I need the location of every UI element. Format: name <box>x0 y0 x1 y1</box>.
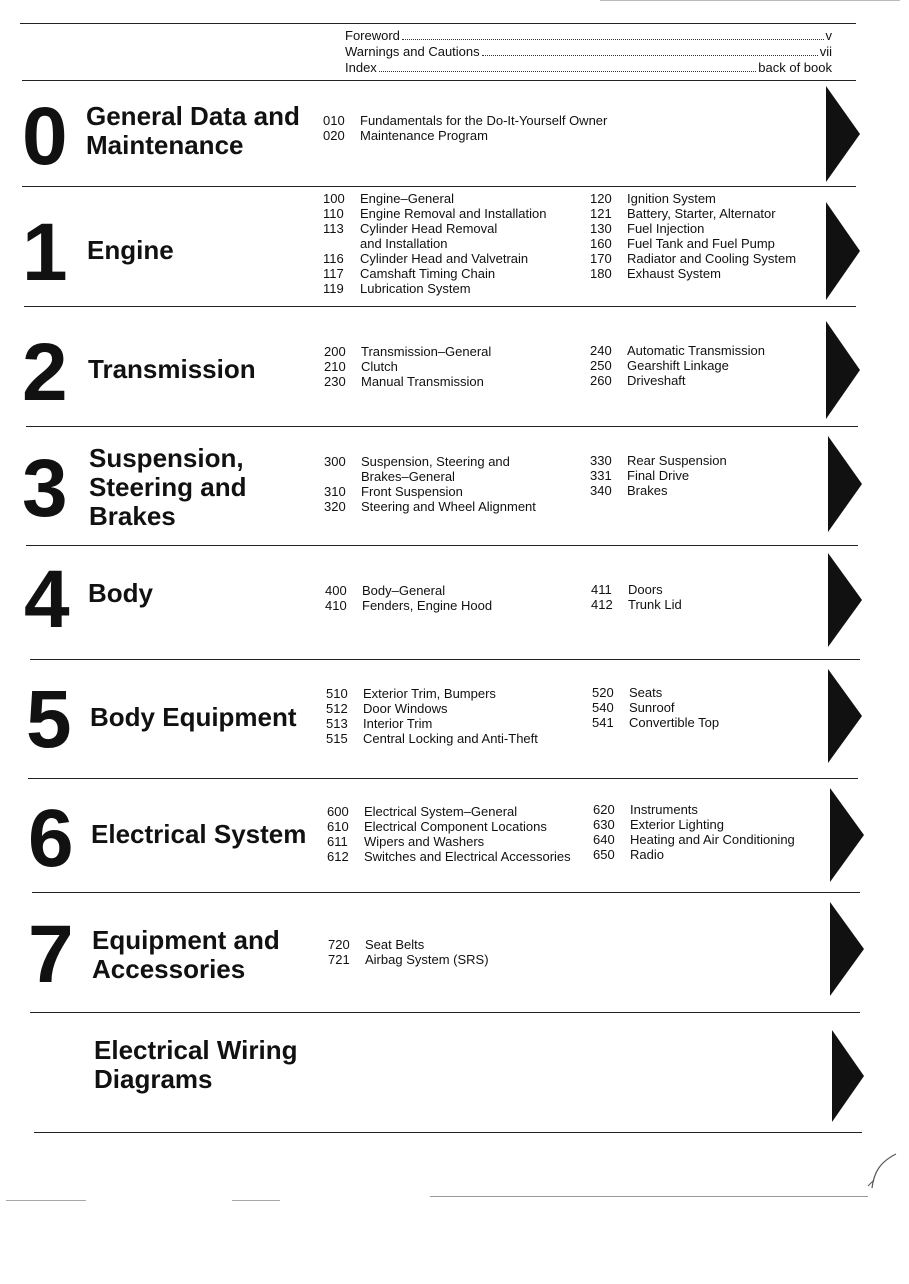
list-item[interactable]: 400 Body–General <box>325 583 446 598</box>
list-item[interactable]: 331 Final Drive <box>590 468 690 483</box>
section-2-col2 <box>590 343 765 388</box>
list-item: and Installation <box>360 236 448 251</box>
list-item[interactable]: 100 Engine–General <box>323 191 454 206</box>
section-4-col1 <box>325 583 492 613</box>
section-7[interactable] <box>0 892 909 1012</box>
section-tab-arrow-icon[interactable] <box>830 902 864 996</box>
section-number: 5 <box>26 674 70 765</box>
section-number: 2 <box>22 327 66 418</box>
front-matter-warnings[interactable] <box>345 44 832 60</box>
front-matter-label: Foreword <box>345 28 400 43</box>
dot-leader <box>402 38 824 40</box>
section-number: 7 <box>28 909 72 1000</box>
list-item[interactable]: 540 Sunroof <box>592 700 675 715</box>
section-tab-arrow-icon[interactable] <box>830 788 864 882</box>
list-item[interactable]: 320 Steering and Wheel Alignment <box>324 499 536 514</box>
front-matter-page: vii <box>819 44 832 59</box>
section-3-col1 <box>324 454 536 514</box>
list-item[interactable]: 120 Ignition System <box>590 191 716 206</box>
list-item[interactable]: 020 Maintenance Program <box>323 128 488 143</box>
dot-leader <box>379 70 756 72</box>
dot-leader <box>482 54 818 56</box>
list-item[interactable]: 119 Lubrication System <box>323 281 471 296</box>
list-item[interactable]: 512 Door Windows <box>326 701 448 716</box>
list-item[interactable]: 170 Radiator and Cooling System <box>590 251 797 266</box>
front-matter-page: back of book <box>758 60 832 75</box>
list-item[interactable]: 130 Fuel Injection <box>590 221 705 236</box>
section-5-col1 <box>326 686 538 746</box>
list-item[interactable]: 650 Radio <box>593 847 664 862</box>
section-rule <box>34 1132 862 1133</box>
section-6-col1 <box>327 804 571 864</box>
front-matter-label: Index <box>345 60 377 75</box>
scan-edge-mark <box>600 0 900 1</box>
list-item[interactable]: 600 Electrical System–General <box>327 804 518 819</box>
list-item[interactable]: 121 Battery, Starter, Alternator <box>590 206 776 221</box>
section-title: General Data and Maintenance <box>86 101 300 160</box>
list-item[interactable]: 410 Fenders, Engine Hood <box>325 598 493 613</box>
section-5[interactable] <box>0 659 909 778</box>
scan-edge-mark <box>232 1200 280 1201</box>
list-item[interactable]: 721 Airbag System (SRS) <box>328 952 489 967</box>
section-2[interactable] <box>0 306 909 426</box>
scan-edge-mark <box>430 1196 868 1197</box>
front-matter-foreword[interactable] <box>345 28 832 44</box>
list-item: Brakes–General <box>361 469 455 484</box>
list-item[interactable]: 640 Heating and Air Conditioning <box>593 832 795 847</box>
list-item[interactable]: 720 Seat Belts <box>328 937 425 952</box>
list-item[interactable]: 010 Fundamentals for the Do-It-Yourself Owner <box>323 113 608 128</box>
list-item[interactable]: 116 Cylinder Head and Valvetrain <box>323 251 529 266</box>
list-item[interactable]: 513 Interior Trim <box>326 716 433 731</box>
section-2-col1 <box>324 344 491 389</box>
section-1[interactable] <box>0 186 909 306</box>
section-7-col1 <box>328 937 489 967</box>
section-number: 0 <box>22 91 66 182</box>
section-tab-arrow-icon[interactable] <box>826 86 860 182</box>
list-item[interactable]: 210 Clutch <box>324 359 398 374</box>
section-number: 4 <box>24 554 68 645</box>
section-5-col2 <box>592 685 719 730</box>
section-0-col1 <box>323 113 607 143</box>
list-item[interactable]: 411 Doors <box>591 582 663 597</box>
list-item[interactable]: 200 Transmission–General <box>324 344 492 359</box>
list-item[interactable]: 610 Electrical Component Locations <box>327 819 547 834</box>
list-item[interactable]: 510 Exterior Trim, Bumpers <box>326 686 496 701</box>
list-item[interactable]: 340 Brakes <box>590 483 668 498</box>
list-item[interactable]: 330 Rear Suspension <box>590 453 727 468</box>
section-title: Equipment and Accessories <box>92 925 280 984</box>
list-item[interactable]: 520 Seats <box>592 685 663 700</box>
section-0[interactable] <box>0 80 909 186</box>
section-4[interactable] <box>0 545 909 659</box>
list-item[interactable]: 611 Wipers and Washers <box>327 834 485 849</box>
list-item[interactable]: 300 Suspension, Steering and <box>324 454 510 469</box>
list-item[interactable]: 412 Trunk Lid <box>591 597 682 612</box>
section-number: 1 <box>22 207 66 298</box>
front-matter-index[interactable] <box>345 60 832 76</box>
section-title: Body Equipment <box>90 702 297 732</box>
section-6-col2 <box>593 802 795 862</box>
page-curl-mark <box>866 1150 906 1190</box>
list-item[interactable]: 541 Convertible Top <box>592 715 720 730</box>
front-matter-page: v <box>825 28 832 43</box>
list-item[interactable]: 260 Driveshaft <box>590 373 686 388</box>
list-item[interactable]: 113 Cylinder Head Removal <box>323 221 498 236</box>
section-title: Engine <box>87 235 174 265</box>
list-item[interactable]: 160 Fuel Tank and Fuel Pump <box>590 236 775 251</box>
section-number: 6 <box>28 793 72 884</box>
front-matter-label: Warnings and Cautions <box>345 44 480 59</box>
section-4-col2 <box>591 582 682 612</box>
section-3[interactable] <box>0 426 909 545</box>
section-1-col2 <box>590 191 796 281</box>
list-item[interactable]: 117 Camshaft Timing Chain <box>323 266 496 281</box>
scan-edge-mark <box>6 1200 86 1201</box>
section-title: Transmission <box>88 354 256 384</box>
list-item[interactable]: 515 Central Locking and Anti-Theft <box>326 731 538 746</box>
section-tab-arrow-icon[interactable] <box>828 436 862 532</box>
list-item[interactable]: 310 Front Suspension <box>324 484 463 499</box>
section-title: Body <box>88 578 153 608</box>
section-tab-arrow-icon[interactable] <box>826 321 860 419</box>
section-number: 3 <box>22 443 66 534</box>
section-3-col2 <box>590 453 727 498</box>
list-item[interactable]: 620 Instruments <box>593 802 698 817</box>
list-item[interactable]: 110 Engine Removal and Installation <box>323 206 547 221</box>
section-title: Suspension, Steering and Brakes <box>89 443 247 531</box>
list-item[interactable]: 230 Manual Transmission <box>324 374 484 389</box>
top-rule <box>20 23 856 24</box>
section-wiring-diagrams[interactable] <box>0 1012 909 1132</box>
list-item[interactable]: 250 Gearshift Linkage <box>590 358 729 373</box>
list-item[interactable]: 630 Exterior Lighting <box>593 817 724 832</box>
section-tab-arrow-icon[interactable] <box>826 202 860 300</box>
list-item[interactable]: 180 Exhaust System <box>590 266 721 281</box>
section-title: Electrical System <box>91 819 307 849</box>
list-item[interactable]: 240 Automatic Transmission <box>590 343 765 358</box>
section-1-col1 <box>323 191 546 296</box>
section-tab-arrow-icon[interactable] <box>828 553 862 647</box>
section-6[interactable] <box>0 778 909 892</box>
list-item[interactable]: 612 Switches and Electrical Accessories <box>327 849 571 864</box>
section-tab-arrow-icon[interactable] <box>828 669 862 763</box>
section-title: Electrical Wiring Diagrams <box>94 1035 298 1094</box>
section-tab-arrow-icon[interactable] <box>832 1030 864 1122</box>
